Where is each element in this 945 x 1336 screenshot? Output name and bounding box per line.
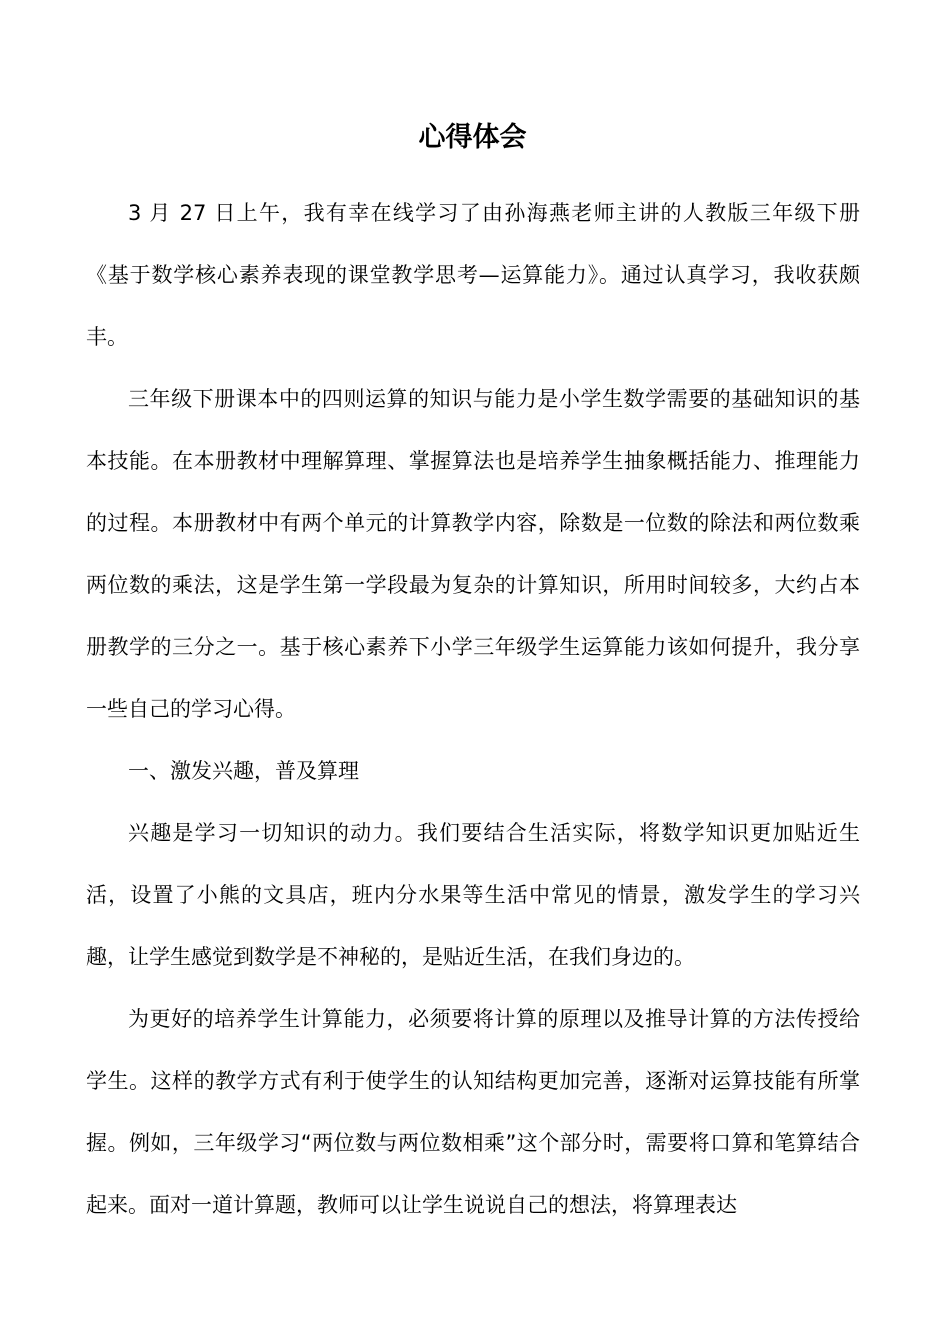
page-title: 心得体会 <box>418 122 527 153</box>
paragraph-3: 兴趣是学习一切知识的动力。我们要结合生活实际，将数学知识更加贴近生活，设置了小熊的文具店，班内分水果等生活中常见的情景，激发学生的学习兴趣，让学生感觉到数学是不神秘的，是贴近生活，在我们身边的。 <box>86 821 860 969</box>
document-body <box>86 182 860 1236</box>
section-heading-1: 一、激发兴趣，普及算理 <box>128 759 359 783</box>
paragraph-4: 为更好的培养学生计算能力，必须要将计算的原理以及推导计算的方法传授给学生。这样的教学方式有利于使学生的认知结构更加完善，逐渐对运算技能有所掌握。例如，三年级学习“两位数与两位数相乘”这个部分时，需要将口算和笔算结合起来。面对一道计算题，教师可以让学生说说自己的想法，将算理表达 <box>86 1007 860 1217</box>
paragraph-2: 三年级下册课本中的四则运算的知识与能力是小学生数学需要的基础知识的基本技能。在本册教材中理解算理、掌握算法也是培养学生抽象概括能力、推理能力的过程。本册教材中有两个单元的计算教学内容，除数是一位数的除法和两位数乘两位数的乘法，这是学生第一学段最为复杂的计算知识，所用时间较多，大约占本册教学的三分之一。基于核心素养下小学三年级学生运算能力该如何提升，我分享一些自己的学习心得。 <box>86 387 860 721</box>
paragraph-1: 3 月 27 日上午，我有幸在线学习了由孙海燕老师主讲的人教版三年级下册《基于数学核心素养表现的课堂教学思考—运算能力》。通过认真学习，我收获颇丰。 <box>86 201 860 349</box>
